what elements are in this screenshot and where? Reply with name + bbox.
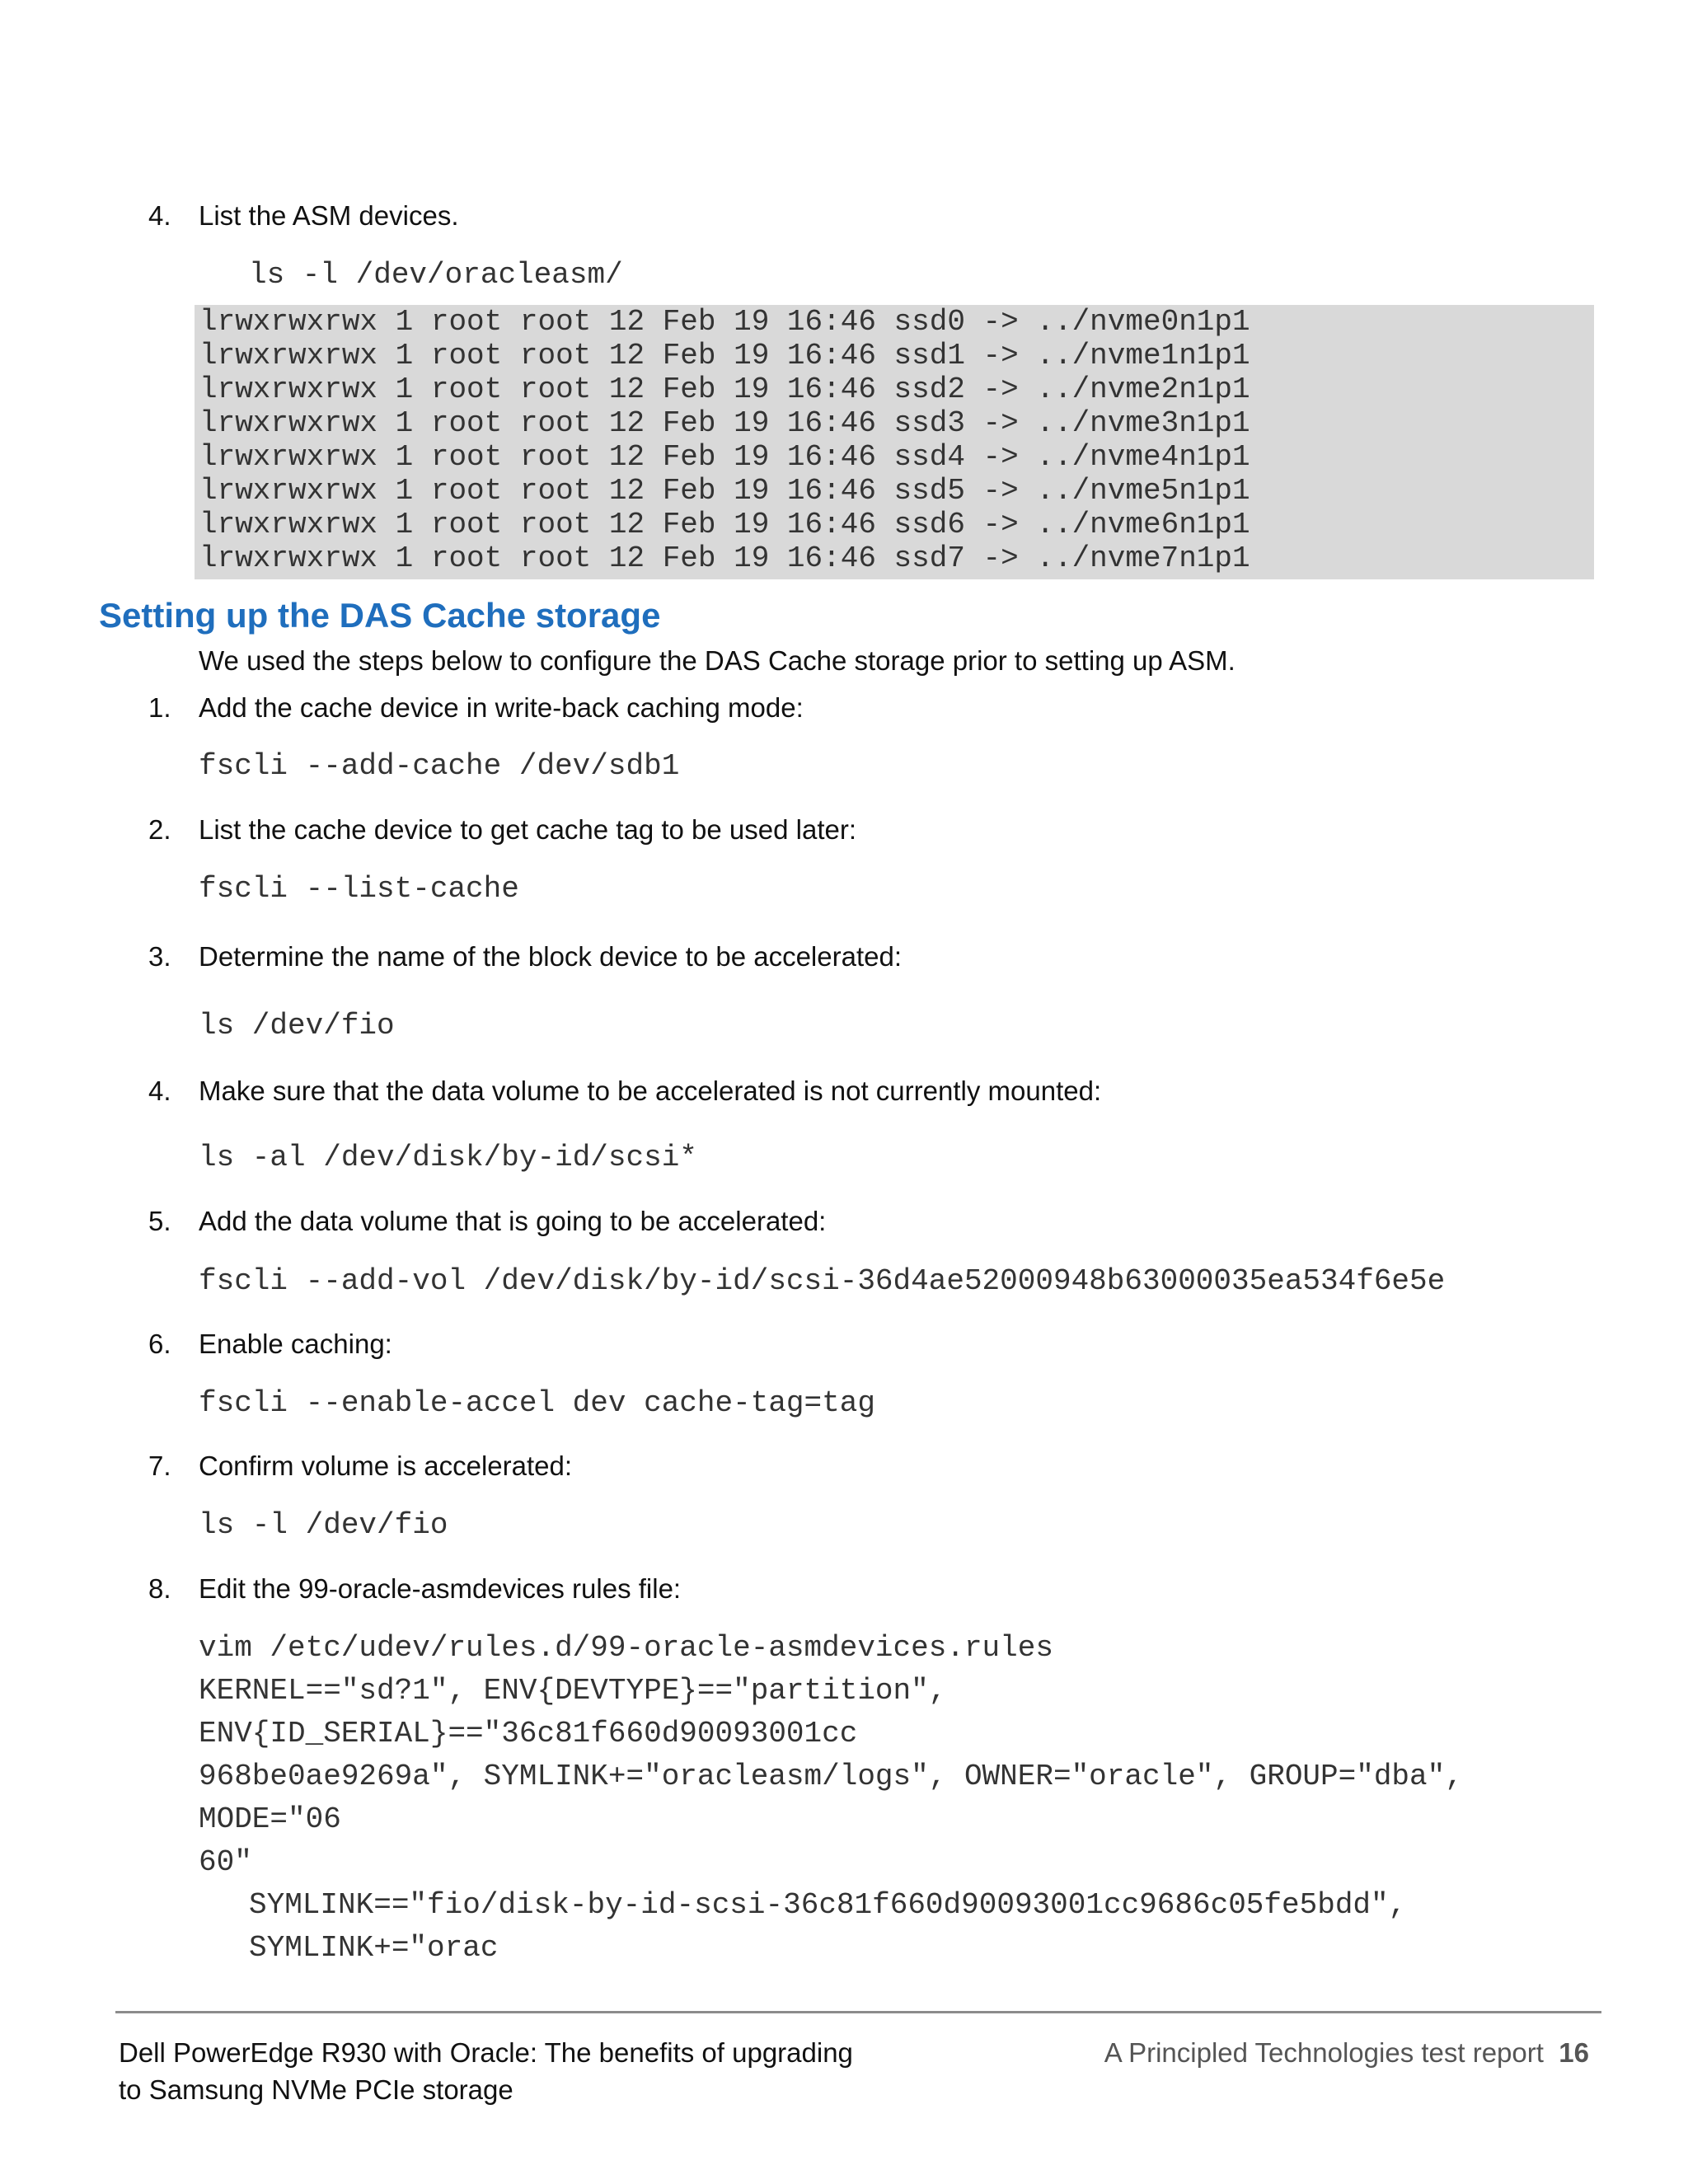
rules-line: 60" <box>199 1845 252 1879</box>
footer-report-text: A Principled Technologies test report <box>1104 2037 1544 2068</box>
footer-title-line1: Dell PowerEdge R930 with Oracle: The benefits of upgrading <box>119 2037 853 2068</box>
step-text: List the cache device to get cache tag to be used later: <box>199 814 857 845</box>
step-text: Make sure that the data volume to be accelerated is not currently mounted: <box>199 1076 1102 1106</box>
code-command: fscli --add-vol /dev/disk/by-id/scsi-36d4ae52000948b63000035ea534f6e5e <box>199 1264 1446 1298</box>
section-intro: We used the steps below to configure the DAS Cache storage prior to setting up ASM. <box>199 645 1236 676</box>
footer-report-label <box>1104 2037 1589 2069</box>
listing-line: lrwxrwxrwx 1 root root 12 Feb 19 16:46 ssd1 -> ../nvme1n1p1 <box>199 339 1250 373</box>
step-text: Confirm volume is accelerated: <box>199 1451 573 1481</box>
listing-line: lrwxrwxrwx 1 root root 12 Feb 19 16:46 ssd4 -> ../nvme4n1p1 <box>199 440 1250 474</box>
listing-line: lrwxrwxrwx 1 root root 12 Feb 19 16:46 ssd5 -> ../nvme5n1p1 <box>199 474 1250 508</box>
listing-line: lrwxrwxrwx 1 root root 12 Feb 19 16:46 ssd7 -> ../nvme7n1p1 <box>199 541 1250 575</box>
step-text: Determine the name of the block device to be accelerated: <box>199 941 902 972</box>
step-number: 7. <box>148 1451 171 1481</box>
step-text: List the ASM devices. <box>199 200 459 231</box>
code-output-listing <box>195 305 1594 579</box>
page-number: 16 <box>1559 2037 1589 2068</box>
listing-line: lrwxrwxrwx 1 root root 12 Feb 19 16:46 ssd6 -> ../nvme6n1p1 <box>199 508 1250 541</box>
step-text: Add the cache device in write-back caching mode: <box>199 692 804 723</box>
code-command: ls -l /dev/fio <box>199 1508 448 1542</box>
step-number: 4. <box>148 1076 171 1106</box>
step-number: 5. <box>148 1206 171 1236</box>
listing-line: lrwxrwxrwx 1 root root 12 Feb 19 16:46 ssd2 -> ../nvme2n1p1 <box>199 373 1250 406</box>
section-heading: Setting up the DAS Cache storage <box>99 596 661 635</box>
footer-divider <box>115 2011 1601 2013</box>
code-command: fscli --list-cache <box>199 872 519 906</box>
code-command: fscli --enable-accel dev cache-tag=tag <box>199 1386 875 1420</box>
rules-line-indented: SYMLINK=="fio/disk-by-id-scsi-36c81f660d90093001cc9686c05fe5bdd", <box>249 1888 1407 1922</box>
rules-line: vim /etc/udev/rules.d/99-oracle-asmdevices.rules <box>199 1631 1053 1665</box>
step-number: 1. <box>148 692 171 723</box>
listing-line: lrwxrwxrwx 1 root root 12 Feb 19 16:46 ssd3 -> ../nvme3n1p1 <box>199 406 1250 440</box>
listing-line: lrwxrwxrwx 1 root root 12 Feb 19 16:46 ssd0 -> ../nvme0n1p1 <box>199 305 1250 339</box>
footer-title-line2: to Samsung NVMe PCIe storage <box>119 2074 513 2105</box>
step-number: 6. <box>148 1329 171 1359</box>
step-number: 8. <box>148 1573 171 1604</box>
step-text: Enable caching: <box>199 1329 392 1359</box>
step-text: Edit the 99-oracle-asmdevices rules file: <box>199 1573 682 1604</box>
code-command: ls /dev/fio <box>199 1009 395 1043</box>
step-text: Add the data volume that is going to be accelerated: <box>199 1206 827 1236</box>
step-number: 4. <box>148 200 171 231</box>
rules-line: MODE="06 <box>199 1802 341 1836</box>
code-command: ls -l /dev/oracleasm/ <box>249 258 623 292</box>
rules-line: ENV{ID_SERIAL}=="36c81f660d90093001cc <box>199 1717 858 1750</box>
rules-line-indented: SYMLINK+="orac <box>249 1931 499 1965</box>
code-command: fscli --add-cache /dev/sdb1 <box>199 749 680 783</box>
step-number: 3. <box>148 941 171 972</box>
rules-line: KERNEL=="sd?1", ENV{DEVTYPE}=="partition", <box>199 1674 947 1708</box>
code-command: ls -al /dev/disk/by-id/scsi* <box>199 1141 697 1174</box>
step-number: 2. <box>148 814 171 845</box>
rules-line: 968be0ae9269a", SYMLINK+="oracleasm/logs", OWNER="oracle", GROUP="dba", <box>199 1760 1463 1793</box>
